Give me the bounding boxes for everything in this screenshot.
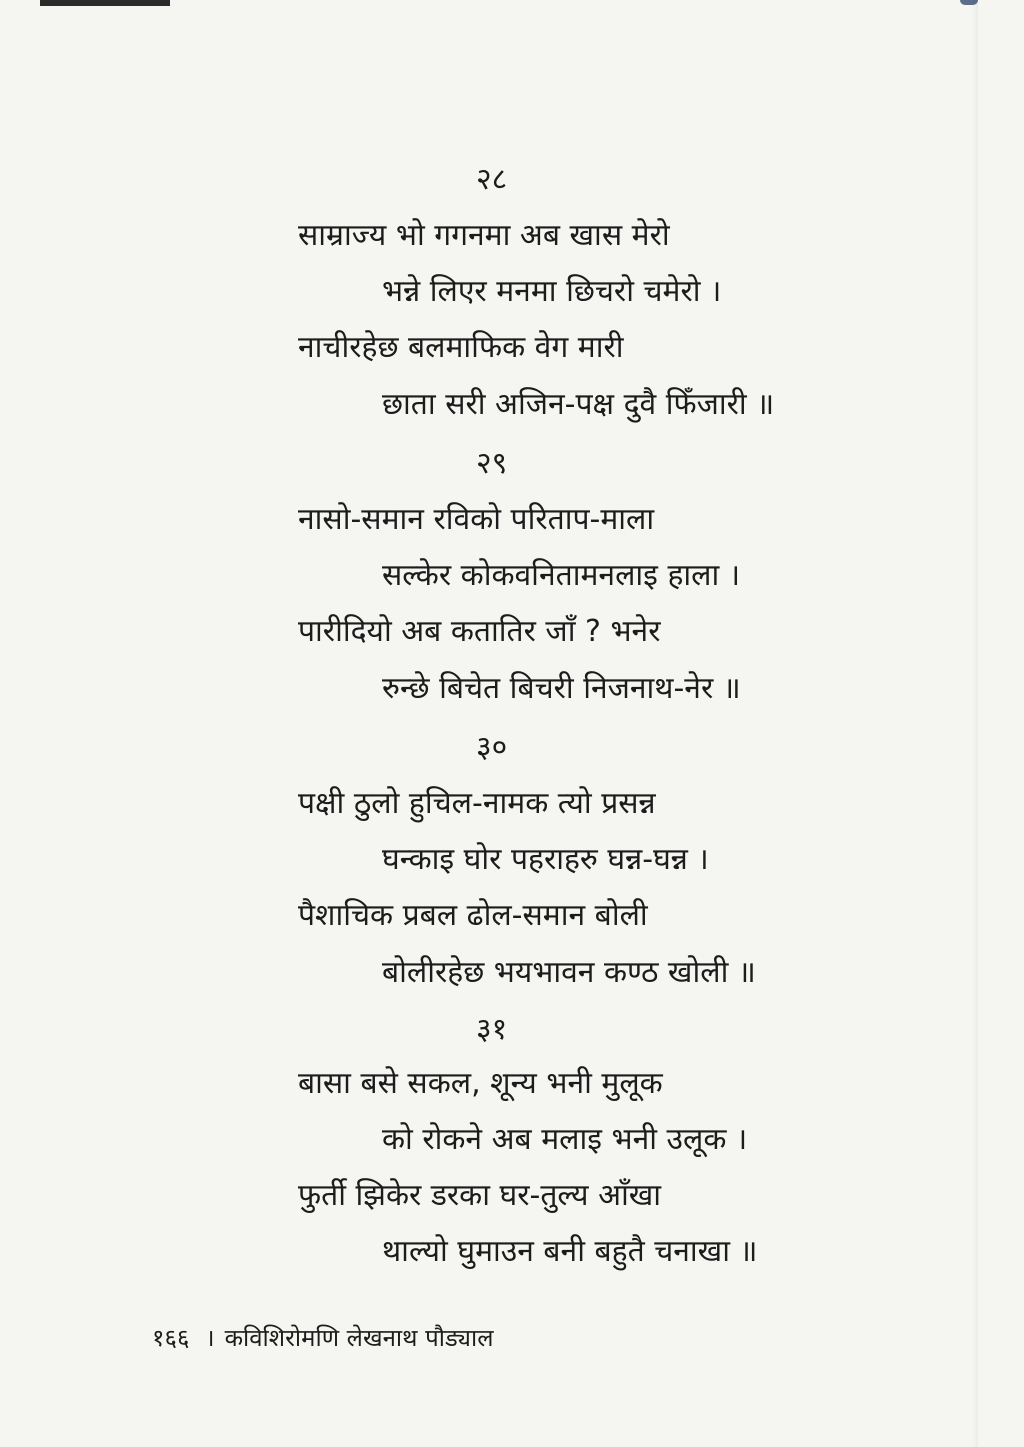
verse-line: नाचीरहेछ बलमाफिक वेग मारी xyxy=(298,330,624,365)
verse-line: साम्राज्य भो गगनमा अब खास मेरो xyxy=(298,218,670,253)
verse-line: फुर्ती झिकेर डरका घर-तुल्य आँखा xyxy=(298,1178,662,1213)
verse-line: रुन्छे बिचेत बिचरी निजनाथ-नेर ॥ xyxy=(382,671,741,706)
verse-line: पैशाचिक प्रबल ढोल-समान बोली xyxy=(298,898,648,933)
stanza-number: ३० xyxy=(476,730,508,765)
verse-line: पक्षी ठुलो हुचिल-नामक त्यो प्रसन्न xyxy=(298,786,656,821)
page-footer xyxy=(152,1322,494,1354)
verse-line: छाता सरी अजिन-पक्ष दुवै फिँजारी ॥ xyxy=(382,387,775,422)
verse-line: घन्काइ घोर पहराहरु घन्न-घन्न । xyxy=(382,842,709,877)
verse-line: भन्ने लिएर मनमा छिचरो चमेरो । xyxy=(382,274,722,309)
stanza-number: २९ xyxy=(476,446,508,481)
verse-line: बोलीरहेछ भयभावन कण्ठ खोली ॥ xyxy=(382,955,756,990)
page-edge-shadow xyxy=(40,0,170,6)
verse-line: को रोकने अब मलाइ भनी उलूक । xyxy=(382,1122,748,1157)
verse-line: पारीदियो अब कतातिर जाँ ? भनेर xyxy=(298,614,661,649)
verse-line: बासा बसे सकल, शून्य भनी मुलूक xyxy=(298,1066,663,1101)
book-title: कविशिरोमणि लेखनाथ पौड्याल xyxy=(224,1324,494,1352)
page-number: १६६ xyxy=(152,1324,190,1352)
verse-line: नासो-समान रविको परिताप-माला xyxy=(298,502,655,537)
stanza-number: ३१ xyxy=(476,1012,508,1047)
footer-separator: । xyxy=(205,1324,215,1352)
page-fold-shadow xyxy=(972,0,978,1447)
verse-line: थाल्यो घुमाउन बनी बहुतै चनाखा ॥ xyxy=(382,1234,758,1269)
stanza-number: २८ xyxy=(476,162,508,197)
verse-line: सल्केर कोकवनितामनलाइ हाला । xyxy=(382,558,741,593)
